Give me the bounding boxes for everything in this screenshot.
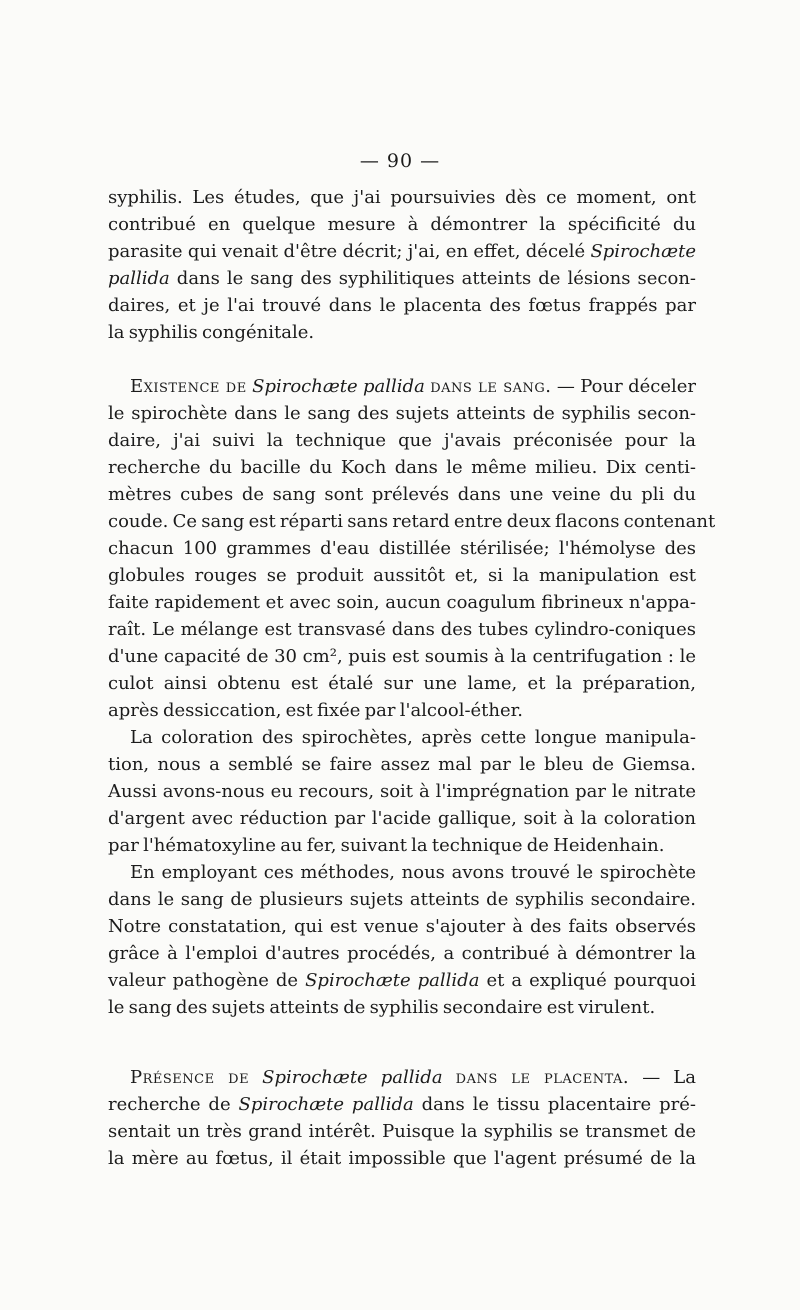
- text-line: sentait un très grand intérêt. Puisque la syphilis se transmet de: [108, 1121, 696, 1142]
- species-name: Spirochæte pallida: [305, 970, 480, 991]
- text-segment: valeur pathogène de: [108, 970, 299, 991]
- text-line: mètres cubes de sang sont prélevés dans une veine du pli du: [108, 484, 696, 505]
- text-line: tion, nous a semblé se faire assez mal par le bleu de Giemsa.: [108, 754, 696, 775]
- text-line: grâce à l'emploi d'autres procédés, a contribué à démontrer la: [108, 943, 696, 964]
- heading-lead: — Pour déceler: [556, 376, 696, 397]
- text-line: coude. Ce sang est réparti sans retard entre deux flacons contenant: [108, 511, 716, 532]
- text-line: la mère au fœtus, il était impossible que l'agent présumé de la: [108, 1148, 696, 1169]
- species-name: pallida: [108, 268, 170, 289]
- page-number: — 90 —: [359, 150, 441, 172]
- text-line: d'argent avec réduction par l'acide gallique, soit à la coloration: [108, 808, 696, 829]
- heading-suffix: dans le sang.: [430, 376, 552, 397]
- text-line: [108, 238, 696, 265]
- text-line: Aussi avons-nous eu recours, soit à l'imprégnation par le nitrate: [108, 781, 696, 802]
- heading-prefix: Existence de: [130, 376, 247, 397]
- intro-paragraph: [108, 184, 696, 346]
- text-line: Notre constatation, qui est venue s'ajouter à des faits observés: [108, 916, 696, 937]
- text-line: [108, 967, 696, 994]
- text-line: chacun 100 grammes d'eau distillée stérilisée; l'hémolyse des: [108, 538, 696, 559]
- text-line: syphilis. Les études, que j'ai poursuivies dès ce moment, ont: [108, 187, 696, 208]
- text-line: La coloration des spirochètes, après cette longue manipula-: [130, 727, 696, 748]
- text-line: En employant ces méthodes, nous avons trouvé le spirochète: [130, 862, 696, 883]
- heading-suffix: dans le placenta.: [455, 1067, 630, 1088]
- species-name: Spirochæte pallida: [252, 376, 425, 397]
- section-heading: [108, 1064, 696, 1091]
- species-name: Spirochæte: [590, 241, 696, 262]
- section-placenta: [108, 1064, 696, 1172]
- heading-lead: — La: [642, 1067, 696, 1088]
- species-name: Spirochæte pallida: [262, 1067, 443, 1088]
- text-line: recherche du bacille du Koch dans le même milieu. Dix centi-: [108, 457, 696, 478]
- text-line: d'une capacité de 30 cm², puis est soumis à la centrifugation : le: [108, 646, 696, 667]
- text-line: [108, 265, 696, 292]
- text-line: contribué en quelque mesure à démontrer la spécificité du: [108, 214, 696, 235]
- text-line: dans le sang de plusieurs sujets atteints de syphilis secondaire.: [108, 889, 696, 910]
- heading-prefix: Présence de: [130, 1067, 250, 1088]
- text-line: par l'hématoxyline au fer, suivant la technique de Heidenhain.: [108, 835, 665, 856]
- text-segment: dans le tissu placentaire pré-: [421, 1094, 696, 1115]
- text-line: après dessiccation, est fixée par l'alcool-éther.: [108, 700, 524, 721]
- text-segment: recherche de: [108, 1094, 231, 1115]
- text-line: le spirochète dans le sang des sujets atteints de syphilis secon-: [108, 403, 696, 424]
- text-line: le sang des sujets atteints de syphilis secondaire est virulent.: [108, 997, 656, 1018]
- text-line: faite rapidement et avec soin, aucun coagulum fibrineux n'appa-: [108, 592, 696, 613]
- text-line: [108, 1091, 696, 1118]
- species-name: Spirochæte pallida: [238, 1094, 414, 1115]
- text-line: daires, et je l'ai trouvé dans le placenta des fœtus frappés par: [108, 295, 696, 316]
- text-line: culot ainsi obtenu est étalé sur une lame, et la préparation,: [108, 673, 696, 694]
- text-segment: parasite qui venait d'être décrit; j'ai, en effet, décelé: [108, 241, 586, 262]
- text-segment: dans le sang des syphilitiques atteints de lésions secon-: [176, 268, 696, 289]
- text-line: raît. Le mélange est transvasé dans des tubes cylindro-coniques: [108, 619, 696, 640]
- text-line: daire, j'ai suivi la technique que j'avais préconisée pour la: [108, 430, 696, 451]
- section-blood: [108, 373, 716, 1021]
- text-segment: et a expliqué pourquoi: [486, 970, 696, 991]
- text-line: la syphilis congénitale.: [108, 322, 315, 343]
- text-line: globules rouges se produit aussitôt et, si la manipulation est: [108, 565, 696, 586]
- section-heading: [108, 373, 696, 400]
